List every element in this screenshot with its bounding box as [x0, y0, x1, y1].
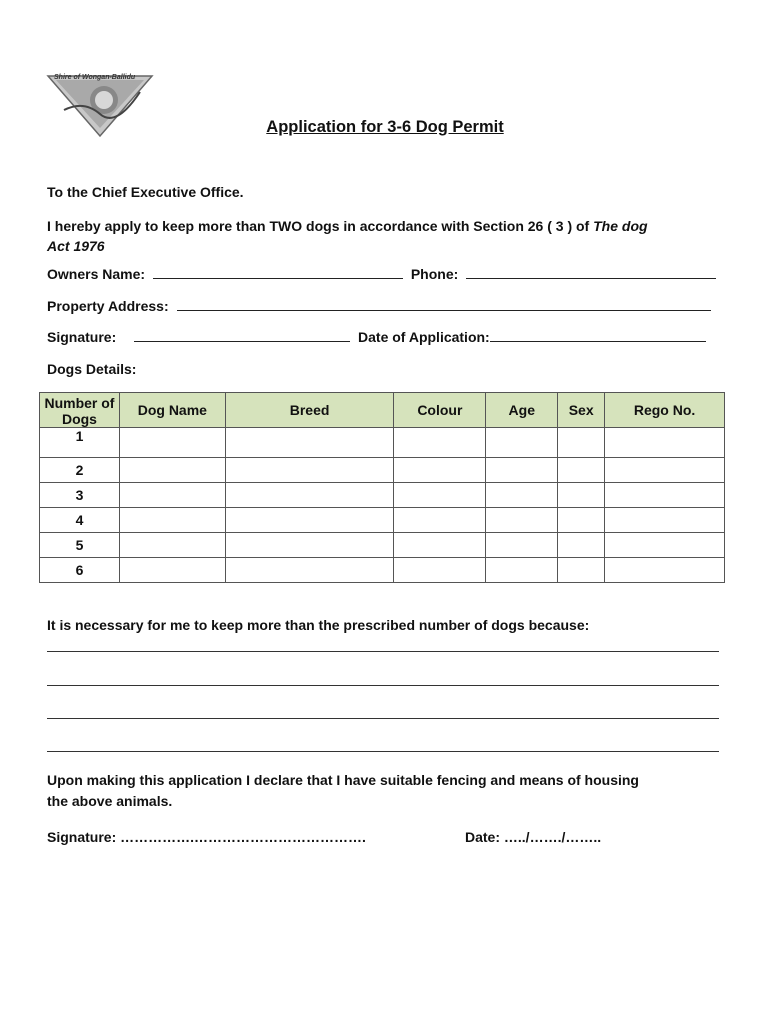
sex-cell[interactable]: [558, 533, 605, 558]
reason-line-4[interactable]: [47, 751, 719, 752]
header-colour: Colour: [394, 393, 486, 428]
table-header-row: [40, 393, 725, 428]
declaration-line-1: Upon making this application I declare that I have suitable fencing and means of housing: [47, 772, 639, 788]
dogs-details-label: Dogs Details:: [47, 361, 137, 377]
breed-cell[interactable]: [225, 428, 394, 458]
breed-cell[interactable]: [225, 558, 394, 583]
dog-name-cell[interactable]: [119, 428, 225, 458]
age-cell[interactable]: [486, 483, 558, 508]
reason-line-2[interactable]: [47, 685, 719, 686]
breed-cell[interactable]: [225, 508, 394, 533]
table-row: [40, 558, 725, 583]
colour-cell[interactable]: [394, 508, 486, 533]
footer-signature-label: Signature:: [47, 829, 117, 845]
header-sex: Sex: [558, 393, 605, 428]
footer-date-field[interactable]: …../……./……..: [503, 829, 602, 845]
colour-cell[interactable]: [394, 533, 486, 558]
rego-cell[interactable]: [605, 558, 725, 583]
application-statement: [47, 216, 727, 256]
age-cell[interactable]: [486, 428, 558, 458]
reason-line-1[interactable]: [47, 651, 719, 652]
breed-cell[interactable]: [225, 458, 394, 483]
phone-label: Phone:: [410, 266, 459, 282]
addressee: To the Chief Executive Office.: [47, 184, 244, 200]
property-address-label: Property Address:: [47, 298, 169, 314]
breed-cell[interactable]: [225, 483, 394, 508]
owners-name-field[interactable]: [153, 266, 403, 279]
sex-cell[interactable]: [558, 458, 605, 483]
date-of-application-label: Date of Application:: [358, 329, 490, 345]
owners-name-label: Owners Name:: [47, 266, 146, 282]
row-number: 3: [40, 483, 120, 508]
sex-cell[interactable]: [558, 428, 605, 458]
sex-cell[interactable]: [558, 558, 605, 583]
footer-date: [465, 829, 601, 845]
signature-row: [47, 329, 706, 345]
row-number: 1: [40, 428, 120, 458]
sex-cell[interactable]: [558, 483, 605, 508]
dog-name-cell[interactable]: [119, 508, 225, 533]
page-title: Application for 3-6 Dog Permit: [266, 118, 504, 136]
owners-name-row: [47, 266, 716, 282]
colour-cell[interactable]: [394, 428, 486, 458]
act-name: The dog: [593, 218, 648, 234]
colour-cell[interactable]: [394, 458, 486, 483]
table-row: [40, 428, 725, 458]
row-number: 4: [40, 508, 120, 533]
property-address-row: [47, 298, 711, 314]
rego-cell[interactable]: [605, 508, 725, 533]
dog-name-cell[interactable]: [119, 483, 225, 508]
signature-label: Signature:: [47, 329, 117, 345]
reason-line-3[interactable]: [47, 718, 719, 719]
application-text: I hereby apply to keep more than TWO dogs in accordance with Section 26 ( 3 ) of: [47, 218, 594, 234]
declaration: [47, 770, 639, 812]
colour-cell[interactable]: [394, 483, 486, 508]
rego-cell[interactable]: [605, 458, 725, 483]
dog-name-cell[interactable]: [119, 458, 225, 483]
property-address-field[interactable]: [177, 298, 711, 311]
colour-cell[interactable]: [394, 558, 486, 583]
table-row: [40, 533, 725, 558]
table-row: [40, 458, 725, 483]
logo-text: Shire of Wongan-Ballidu: [54, 74, 136, 81]
declaration-line-2: the above animals.: [47, 793, 173, 809]
act-year: Act 1976: [47, 238, 105, 254]
breed-cell[interactable]: [225, 533, 394, 558]
necessity-statement: It is necessary for me to keep more than the prescribed number of dogs because:: [47, 617, 590, 633]
rego-cell[interactable]: [605, 483, 725, 508]
age-cell[interactable]: [486, 508, 558, 533]
header-breed: Breed: [225, 393, 394, 428]
dog-name-cell[interactable]: [119, 558, 225, 583]
row-number: 6: [40, 558, 120, 583]
rego-cell[interactable]: [605, 428, 725, 458]
header-number-of-dogs: Number of Dogs: [40, 393, 120, 428]
rego-cell[interactable]: [605, 533, 725, 558]
signature-field[interactable]: [134, 329, 350, 342]
footer-signature-field[interactable]: …………….……………………………….: [120, 829, 366, 845]
header-rego-no: Rego No.: [605, 393, 725, 428]
footer-signature: [47, 829, 366, 845]
date-of-application-field[interactable]: [490, 329, 706, 342]
table-row: [40, 483, 725, 508]
dogs-details-table: [39, 392, 725, 583]
dog-name-cell[interactable]: [119, 533, 225, 558]
header-dog-name: Dog Name: [119, 393, 225, 428]
table-row: [40, 508, 725, 533]
header-age: Age: [486, 393, 558, 428]
sex-cell[interactable]: [558, 508, 605, 533]
age-cell[interactable]: [486, 458, 558, 483]
phone-field[interactable]: [466, 266, 716, 279]
footer-date-label: Date:: [465, 829, 501, 845]
age-cell[interactable]: [486, 533, 558, 558]
row-number: 2: [40, 458, 120, 483]
row-number: 5: [40, 533, 120, 558]
age-cell[interactable]: [486, 558, 558, 583]
